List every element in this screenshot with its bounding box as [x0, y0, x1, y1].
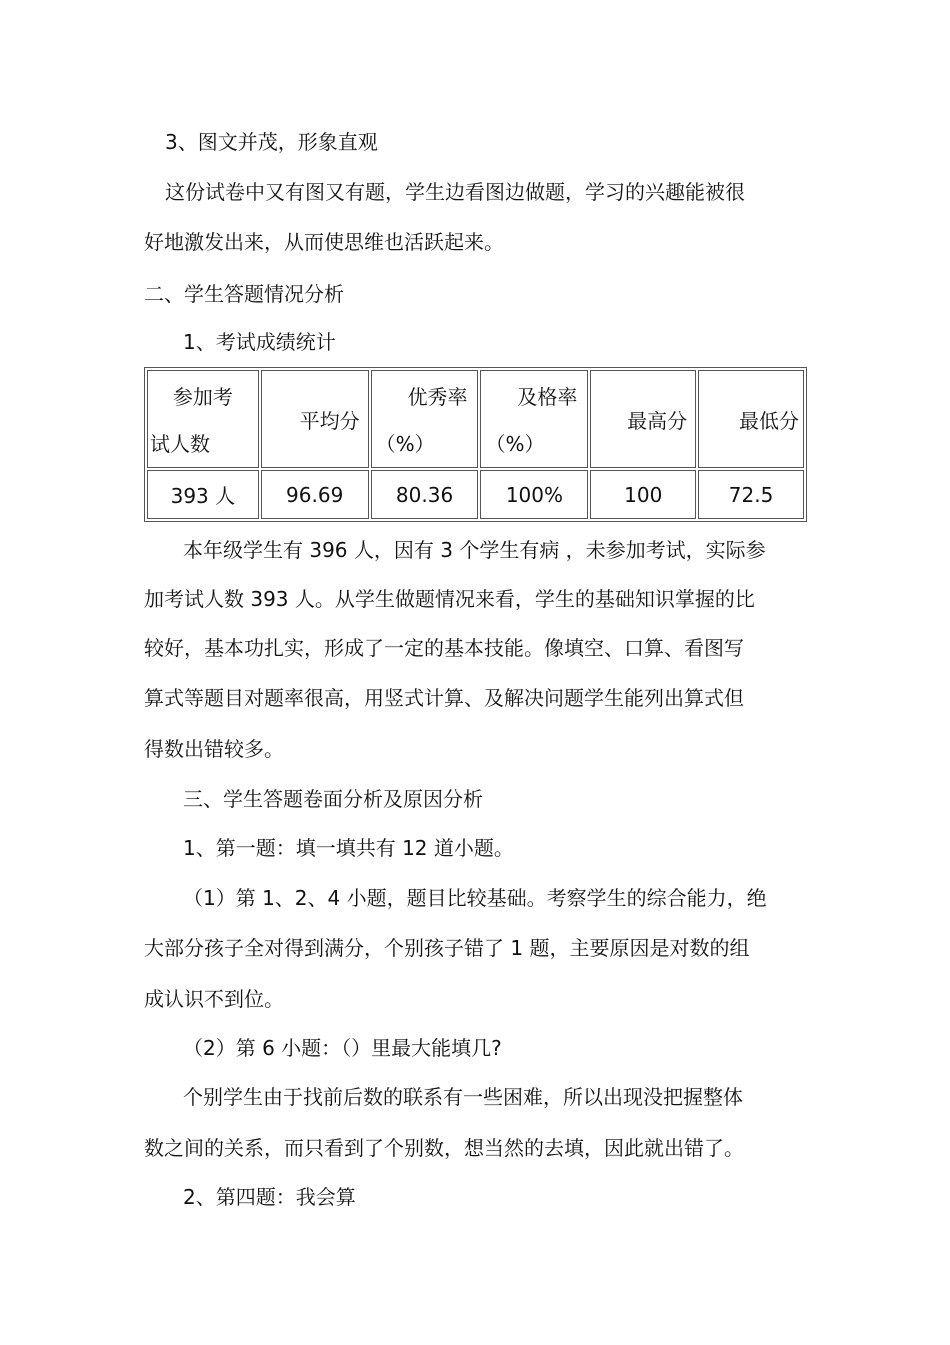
header-highest-label: 最高分 — [627, 408, 688, 433]
header-average-label: 平均分 — [299, 408, 360, 433]
cell-lowest: 72.5 — [698, 470, 804, 519]
paragraph-line: 数之间的关系，而只看到了个别数，想当然的去填，因此就出错了。 — [144, 1136, 744, 1160]
header-excellent-top: 优秀率 — [407, 385, 468, 409]
header-participants — [147, 370, 259, 468]
cell-participants: 393 人 — [147, 470, 259, 519]
header-lowest-label: 最低分 — [739, 408, 799, 433]
paragraph-line: 算式等题目对题率很高，用竖式计算、及解决问题学生能列出算式但 — [144, 686, 744, 710]
paragraph-line: 较好，基本功扎实，形成了一定的基本技能。像填空、口算、看图写 — [144, 636, 744, 660]
paragraph-line: 大部分孩子全对得到满分，个别孩子错了 1 题，主要原因是对数的组 — [144, 936, 750, 960]
section-heading-three: 三、学生答题卷面分析及原因分析 — [183, 787, 483, 811]
header-participants-bottom: 试人数 — [150, 432, 210, 456]
paragraph-line: 加考试人数 393 人。从学生做题情况来看，学生的基础知识掌握的比 — [144, 587, 755, 611]
score-statistics-table — [144, 367, 807, 522]
cell-highest: 100 — [590, 470, 696, 519]
header-lowest — [698, 370, 804, 468]
header-highest — [590, 370, 696, 468]
table-header-row — [147, 370, 804, 468]
paragraph-line: 本年级学生有 396 人，因有 3 个学生有病 ，未参加考试，实际参 — [183, 538, 766, 562]
paragraph-line: （1）第 1、2、4 小题，题目比较基础。考察学生的综合能力，绝 — [183, 886, 767, 910]
paragraph-line: （2）第 6 小题：（）里最大能填几? — [183, 1036, 502, 1060]
table-row — [147, 470, 804, 519]
cell-pass-rate: 100% — [480, 470, 588, 519]
header-pass-bottom: （%） — [485, 432, 545, 456]
header-pass-top: 及格率 — [517, 385, 578, 409]
header-excellent-bottom: （%） — [375, 432, 435, 456]
header-participants-top: 参加考 — [172, 385, 233, 409]
paragraph-line: 成认识不到位。 — [144, 987, 284, 1011]
paragraph-line: 得数出错较多。 — [144, 737, 284, 761]
cell-average: 96.69 — [261, 470, 369, 519]
cell-excellent-rate: 80.36 — [371, 470, 479, 519]
section-heading-two: 二、学生答题情况分析 — [144, 282, 344, 306]
paragraph-line: 这份试卷中又有图又有题，学生边看图边做题，学习的兴趣能被很 — [165, 180, 745, 204]
paragraph-line: 个别学生由于找前后数的联系有一些困难，所以出现没把握整体 — [183, 1085, 743, 1109]
header-excellent-rate — [371, 370, 479, 468]
subsection-heading: 1、第一题：填一填共有 12 道小题。 — [183, 836, 514, 860]
subsection-heading: 2、第四题：我会算 — [183, 1185, 356, 1209]
header-average — [261, 370, 369, 468]
section-heading-3: 3、图文并茂，形象直观 — [165, 130, 378, 154]
header-pass-rate — [480, 370, 588, 468]
subsection-heading: 1、考试成绩统计 — [183, 330, 336, 354]
paragraph-line: 好地激发出来，从而使思维也活跃起来。 — [144, 230, 504, 254]
